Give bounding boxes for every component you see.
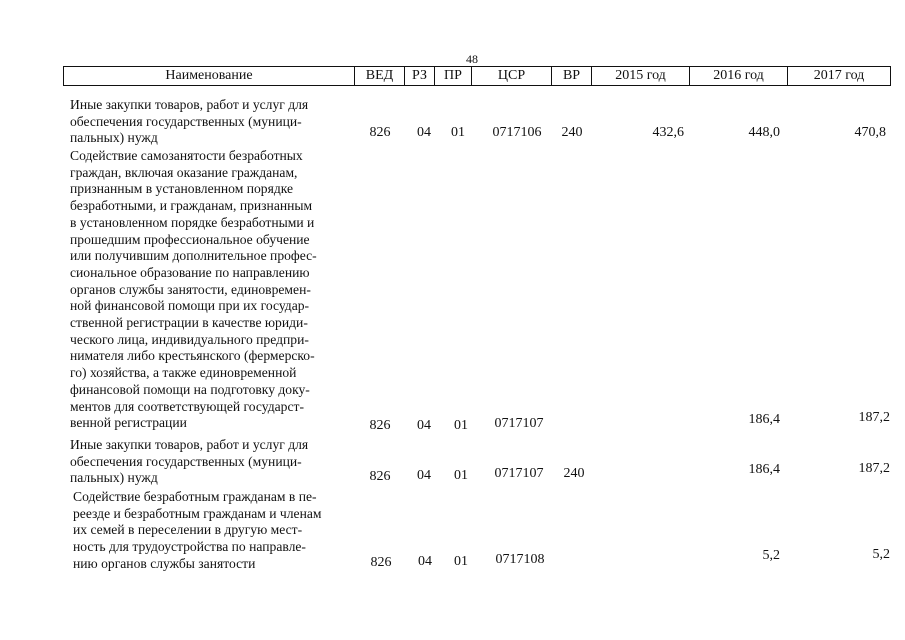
row-ved: 826 [369,469,391,484]
header-2015: 2015 год [591,67,689,85]
row-ved: 826 [369,125,391,140]
header-ved: ВЕД [354,67,404,85]
header-2016: 2016 год [689,67,787,85]
header-vr: ВР [551,67,591,85]
row-csr: 0717108 [495,552,545,567]
table-row [0,97,905,149]
row-2017: 470,8 [854,125,886,140]
table-header [63,66,891,86]
page-number: 48 [466,52,478,66]
row-name: Содействие самозанятости безработных граждан, включая оказание гражданам, признанным в установленном порядке безработными, и гражданам, признанным в установленном порядке безработными и прошедшим профессиональное обучение или получившим дополнительное профес- сиональное образование по направлению органов службы занятости, единовремен- ной финансовой помощи при их государ- ственной регистрации в качестве юриди- ческого лица, индивидуального предпри- нимателя либо крестьянского (фермерско- го) хозяйства, а также единовременной финансовой помощи на подготовку доку- ментов для соответствующей государст- венной регистрации [70,148,317,431]
row-rz: 04 [417,418,431,433]
row-vr: 240 [563,466,585,481]
table-row [0,437,905,489]
row-2017: 5,2 [872,547,890,562]
row-ved: 826 [369,418,391,433]
row-2017: 187,2 [858,461,890,476]
row-csr: 0717106 [492,125,542,140]
row-pr: 01 [454,418,468,433]
row-2016: 448,0 [748,125,780,140]
row-ved: 826 [370,555,392,570]
header-name: Наименование [165,68,253,83]
row-vr: 240 [561,125,583,140]
row-name: Иные закупки товаров, работ и услуг для обеспечения государственных (муници- пальных) нужд [70,97,309,146]
row-2017: 187,2 [858,410,890,425]
row-rz: 04 [417,125,431,140]
table-row [0,489,905,579]
row-2016: 186,4 [748,412,780,427]
row-rz: 04 [417,468,431,483]
row-2015: 432,6 [652,125,684,140]
row-pr: 01 [451,125,465,140]
row-name: Содействие безработным гражданам в пе- реезде и безработным гражданам и членам их семей в переселении в другую мест- ность для трудоустройства по направле- нию органов службы занятости [73,489,322,571]
row-csr: 0717107 [494,416,544,431]
row-csr: 0717107 [494,466,544,481]
header-rz: РЗ [404,67,434,85]
row-2016: 5,2 [762,548,780,563]
header-csr: ЦСР [471,67,551,85]
row-pr: 01 [454,468,468,483]
header-2017: 2017 год [787,67,890,85]
header-pr: ПР [434,67,471,85]
row-name: Иные закупки товаров, работ и услуг для обеспечения государственных (муници- пальных) нужд [70,437,309,486]
row-pr: 01 [454,554,468,569]
row-rz: 04 [418,554,432,569]
table-row [0,148,905,438]
row-2016: 186,4 [748,462,780,477]
